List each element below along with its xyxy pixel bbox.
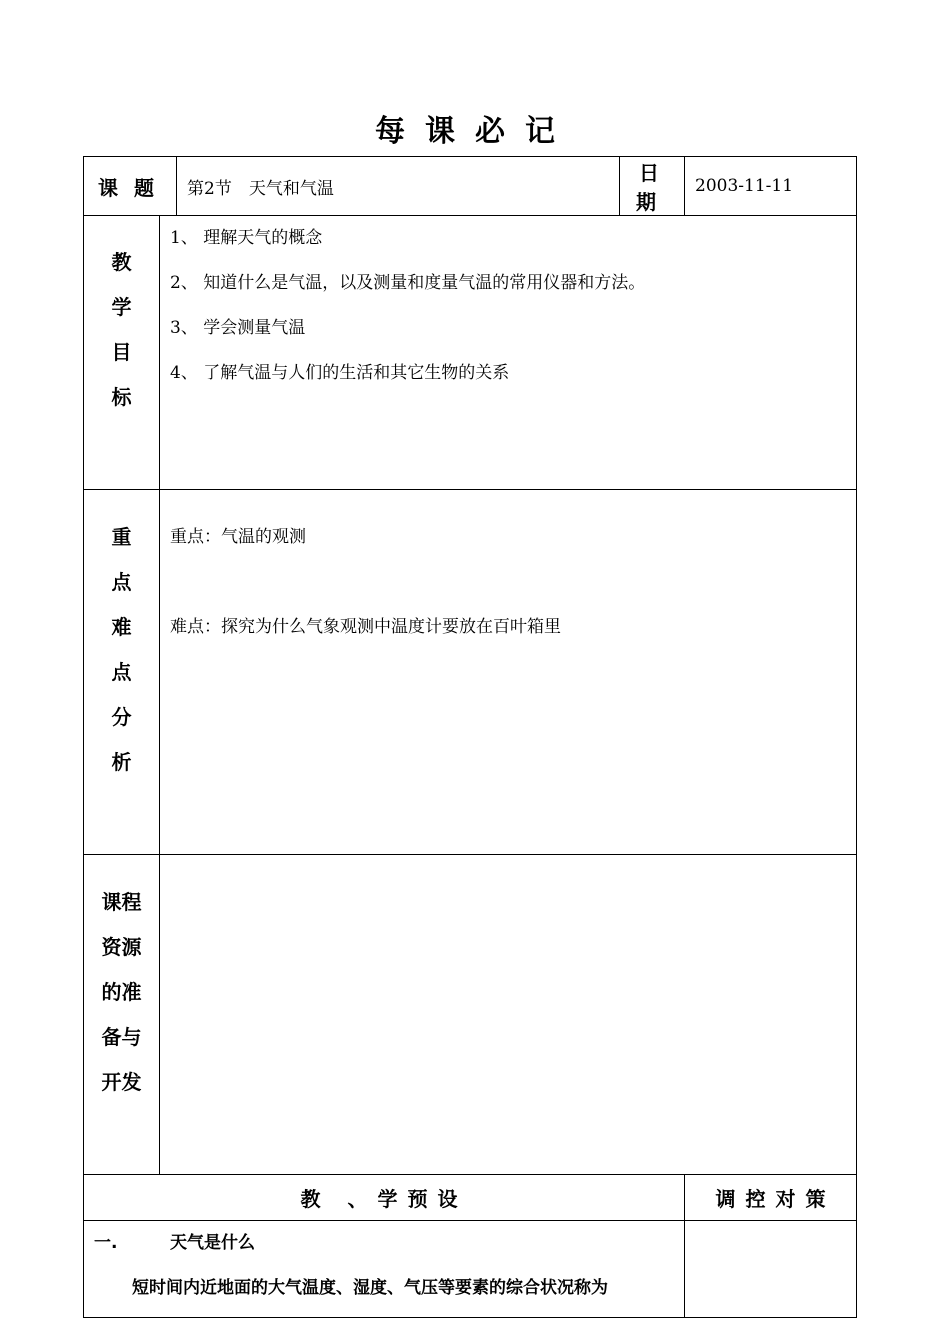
topic-value: 第2节 天气和气温 [177,157,620,216]
goals-label-char: 学 [111,295,132,319]
plan-header-control: 调控对策 [685,1175,857,1221]
spacer [170,560,856,605]
key-point: 重点：气温的观测 [170,527,306,547]
goals-row [84,216,857,490]
focus-label-char: 析 [111,750,132,774]
goal-item: 2、 知道什么是气温，以及测量和度量气温的常用仪器和方法。 [170,273,646,293]
focus-label [84,490,160,855]
resources-content [160,855,857,1175]
goals-label [84,216,160,490]
focus-label-char: 点 [111,570,132,594]
focus-content [160,490,857,855]
goals-label-char: 教 [111,250,132,274]
date-label: 日期 [620,157,685,216]
goal-item: 3、 学会测量气温 [170,318,306,338]
resources-label-line: 开发 [101,1070,142,1094]
date-value: 2003-11-11 [685,157,857,216]
section-heading [94,1221,684,1266]
goal-item: 1、 理解天气的概念 [170,228,323,248]
goals-label-char: 标 [111,385,132,409]
resources-label-line: 课程 [101,890,142,914]
section-paragraph: 短时间内近地面的大气温度、湿度、气压等要素的综合状况称为 [132,1278,608,1298]
plan-control-cell [685,1221,857,1318]
plan-body [84,1221,685,1318]
lesson-plan-table [83,156,857,1318]
section-heading-text: 天气是什么 [170,1233,255,1253]
difficulty: 难点：探究为什么气象观测中温度计要放在百叶箱里 [170,617,561,637]
resources-label-line: 备与 [101,1025,142,1049]
focus-label-char: 重 [111,525,132,549]
focus-label-char: 点 [111,660,132,684]
page-title: 每课必记 [375,114,575,149]
goal-item: 4、 了解气温与人们的生活和其它生物的关系 [170,363,510,383]
resources-label-line: 资源 [101,935,142,959]
resources-label [84,855,160,1175]
header-row [84,157,857,216]
plan-header-main: 教 、学预设 [84,1175,685,1221]
resources-row [84,855,857,1175]
resources-label-line: 的准 [101,980,142,1004]
goals-label-char: 目 [111,340,132,364]
plan-body-row [84,1221,857,1318]
focus-row [84,490,857,855]
section-heading-num: 一. [94,1233,118,1253]
topic-label: 课题 [84,157,177,216]
focus-label-char: 分 [111,705,132,729]
plan-header-row [84,1175,857,1221]
goals-content [160,216,857,490]
focus-label-char: 难 [111,615,132,639]
